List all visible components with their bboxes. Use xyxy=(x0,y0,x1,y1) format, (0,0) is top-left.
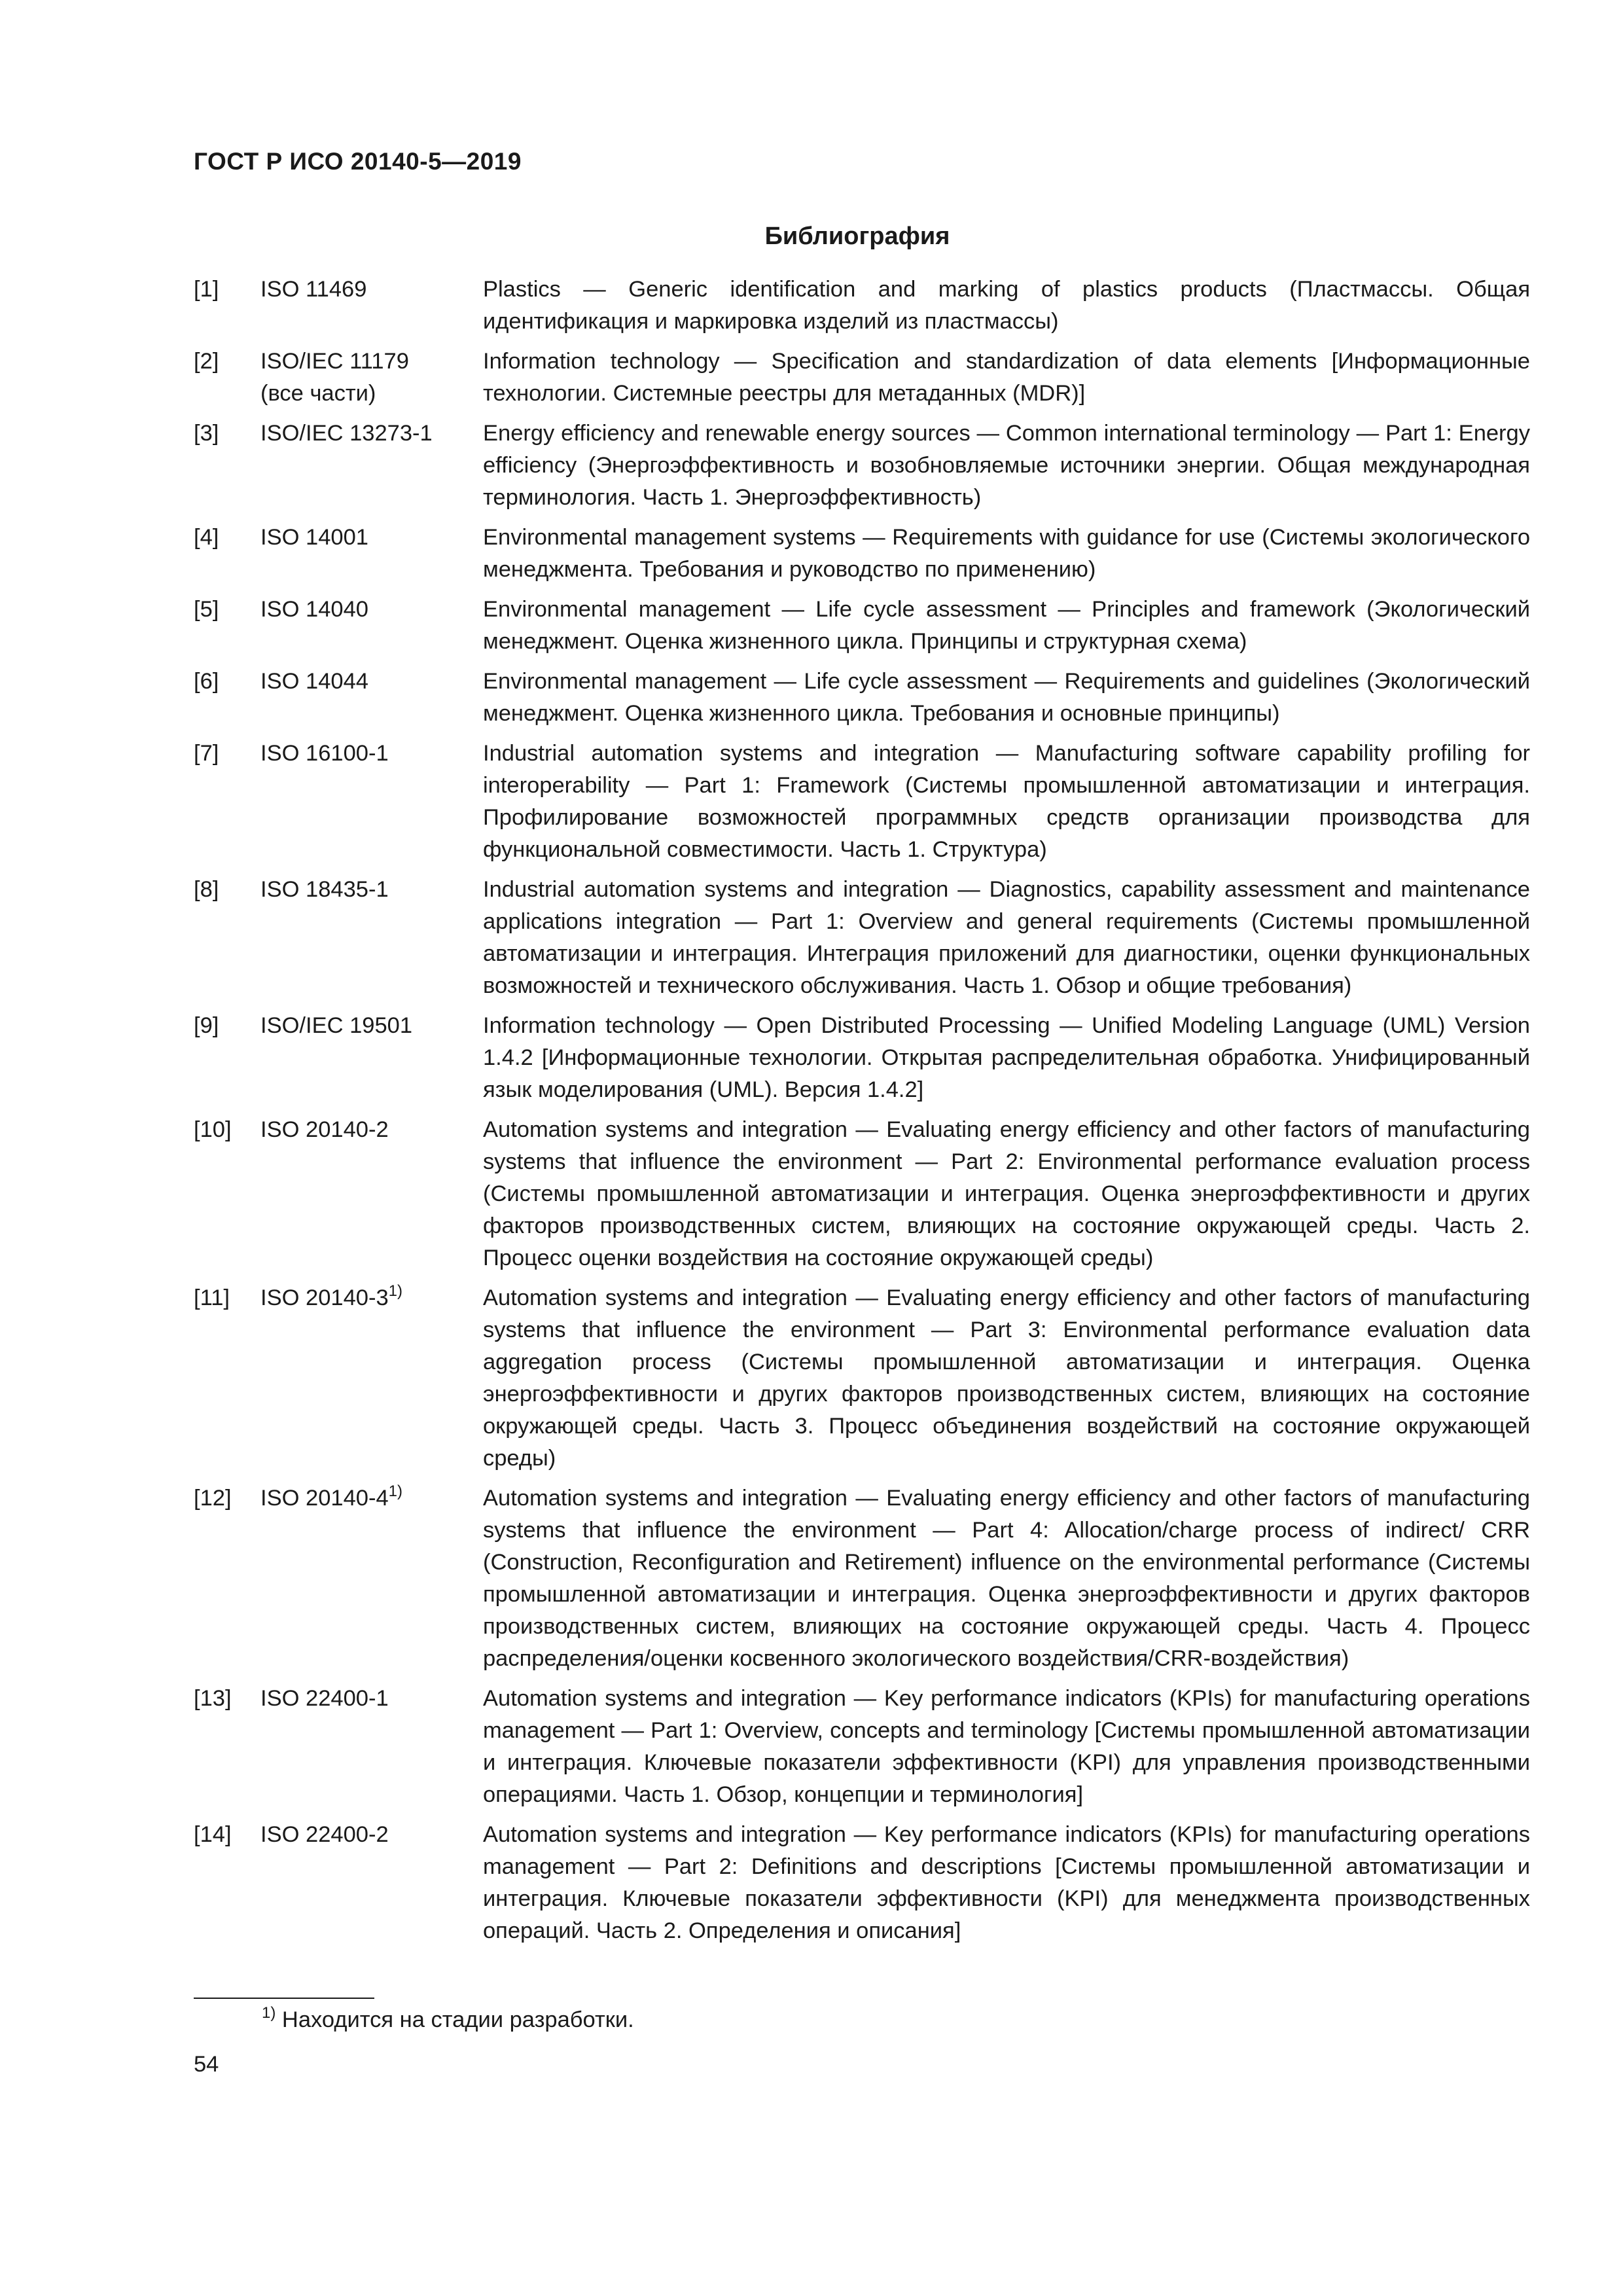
footnote-divider xyxy=(194,1998,374,1999)
entry-standard-code xyxy=(260,1010,483,1042)
bibliography-list xyxy=(194,274,1530,1955)
entry-number: [14] xyxy=(194,1822,232,1847)
entry-title: Industrial automation systems and integration — Manufacturing software capability profiling for interoperability — Part 1: Framework (Системы промышленной автоматизации и интеграция. Профилирование возможностей программных средств организации производства для функциональной совместимости. Часть 1. Структура) xyxy=(483,741,1530,862)
entry-standard-code xyxy=(260,738,483,770)
entry-standard-code xyxy=(260,274,483,306)
entry-title: Automation systems and integration — Key performance indicators (KPIs) for manufacturing operations management — Part 2: Definitions and descriptions [Системы промышленной автоматизации и интеграция. Ключевые показатели эффективности (KPI) для менеджмента производственных операций. Часть 2. Определения и описания] xyxy=(483,1822,1530,1943)
footnote-text: Находится на стадии разработки. xyxy=(276,2007,634,2032)
entry-standard-code xyxy=(260,1819,483,1851)
bibliography-entry xyxy=(194,1282,1530,1475)
entry-number: [13] xyxy=(194,1686,232,1711)
entry-code-text: ISO/IEC 13273-1 xyxy=(260,421,433,446)
bibliography-entry xyxy=(194,1482,1530,1675)
entry-number: [7] xyxy=(194,741,219,766)
entry-title: Information technology — Open Distributed Processing — Unified Modeling Language (UML) Version 1.4.2 [Информационные технологии. Открытая распределительная обработка. Унифицированный язык моделирования (UML). Версия 1.4.2] xyxy=(483,1013,1530,1102)
entry-standard-code xyxy=(260,418,483,450)
section-title: Библиография xyxy=(764,223,950,250)
entry-standard-code xyxy=(260,666,483,698)
entry-number: [4] xyxy=(194,525,219,550)
entry-number: [8] xyxy=(194,877,219,902)
entry-number: [6] xyxy=(194,669,219,694)
document-header: ГОСТ Р ИСО 20140-5—2019 xyxy=(194,148,522,175)
entry-standard-code xyxy=(260,1683,483,1715)
entry-standard-code xyxy=(260,522,483,554)
entry-number: [12] xyxy=(194,1486,232,1511)
entry-number: [9] xyxy=(194,1013,219,1038)
entry-code-text: ISO 22400-2 xyxy=(260,1822,389,1847)
entry-standard-code xyxy=(260,874,483,906)
entry-title: Automation systems and integration — Evaluating energy efficiency and other factors of manufacturing systems that influence the environment — Part 4: Allocation/charge process of indirect/ CRR (Construction, Reconfiguration and Retirement) influence on the environmental performance (Системы промышленной автоматизации и интеграция. Оценка энергоэффективности и других факторов производственных систем, влияющих на состояние окружающей среды. Часть 4. Процесс распределения/оценки косвенного экологического воздействия/CRR-воздействия) xyxy=(483,1486,1530,1671)
page-number: 54 xyxy=(194,2052,219,2077)
entry-code-text: ISO 20140-4 xyxy=(260,1486,389,1511)
entry-code-text: ISO 22400-1 xyxy=(260,1686,389,1711)
entry-code-text: ISO 14040 xyxy=(260,597,368,622)
entry-code-text: ISO/IEC 11179 (все части) xyxy=(260,349,409,406)
entry-title: Automation systems and integration — Key performance indicators (KPIs) for manufacturing operations management — Part 1: Overview, concepts and terminology [Системы промышленной автоматизации и интеграция. Ключевые показатели эффективности (KPI) для управления производственными операциями. Часть 1. Обзор, концепции и терминология] xyxy=(483,1686,1530,1807)
entry-number: [1] xyxy=(194,277,219,302)
entry-code-text: ISO 20140-3 xyxy=(260,1285,389,1310)
entry-title: Information technology — Specification and standardization of data elements [Информационные технологии. Системные реестры для метаданных (MDR)] xyxy=(483,349,1530,406)
entry-number: [10] xyxy=(194,1117,232,1142)
entry-title: Environmental management — Life cycle assessment — Principles and framework (Экологический менеджмент. Оценка жизненного цикла. Принципы и структурная схема) xyxy=(483,597,1530,654)
entry-code-text: ISO/IEC 19501 xyxy=(260,1013,413,1038)
bibliography-entry xyxy=(194,1114,1530,1274)
bibliography-entry xyxy=(194,346,1530,410)
entry-title: Automation systems and integration — Evaluating energy efficiency and other factors of manufacturing systems that influence the environment — Part 3: Environmental performance evaluation data aggregation process (Системы промышленной автоматизации и интеграция. Оценка энергоэффективности и других факторов производственных систем, влияющих на состояние окружающей среды. Часть 3. Процесс объединения воздействий на состояние окружающей среды) xyxy=(483,1285,1530,1471)
bibliography-entry xyxy=(194,594,1530,658)
bibliography-entry xyxy=(194,274,1530,338)
bibliography-entry xyxy=(194,1819,1530,1947)
entry-title: Environmental management — Life cycle assessment — Requirements and guidelines (Экологический менеджмент. Оценка жизненного цикла. Требования и основные принципы) xyxy=(483,669,1530,726)
bibliography-entry xyxy=(194,874,1530,1002)
entry-title: Environmental management systems — Requirements with guidance for use (Системы экологического менеджмента. Требования и руководство по применению) xyxy=(483,525,1530,582)
entry-code-text: ISO 14001 xyxy=(260,525,368,550)
bibliography-entry xyxy=(194,1010,1530,1106)
entry-title: Energy efficiency and renewable energy sources — Common international terminology — Part 1: Energy efficiency (Энергоэффективность и возобновляемые источники энергии. Общая международная терминология. Часть 1. Энергоэффективность) xyxy=(483,421,1530,510)
entry-standard-code xyxy=(260,594,483,626)
entry-code-text: ISO 18435-1 xyxy=(260,877,389,902)
bibliography-entry xyxy=(194,418,1530,514)
entry-code-text: ISO 16100-1 xyxy=(260,741,389,766)
entry-standard-code xyxy=(260,1482,483,1515)
footnote-marker: 1) xyxy=(388,1482,402,1500)
entry-title: Industrial automation systems and integration — Diagnostics, capability assessment and maintenance applications integration — Part 1: Overview and general requirements (Системы промышленной автоматизации и интеграция. Интеграция приложений для диагностики, оценки функциональных возможностей и технического обслуживания. Часть 1. Обзор и общие требования) xyxy=(483,877,1530,998)
entry-code-text: ISO 14044 xyxy=(260,669,368,694)
entry-number: [5] xyxy=(194,597,219,622)
entry-code-text: ISO 20140-2 xyxy=(260,1117,389,1142)
footnote-marker: 1) xyxy=(388,1282,402,1300)
bibliography-entry xyxy=(194,666,1530,730)
entry-number: [11] xyxy=(194,1285,230,1310)
entry-standard-code xyxy=(260,1282,483,1314)
entry-title: Automation systems and integration — Evaluating energy efficiency and other factors of manufacturing systems that influence the environment — Part 2: Environmental performance evaluation process (Системы промышленной автоматизации и интеграция. Оценка энергоэффективности и других факторов производственных систем, влияющих на состояние окружающей среды. Часть 2. Процесс оценки воздействия на состояние окружающей среды) xyxy=(483,1117,1530,1270)
entry-number: [2] xyxy=(194,349,219,374)
entry-number: [3] xyxy=(194,421,219,446)
entry-standard-code xyxy=(260,346,483,410)
entry-code-text: ISO 11469 xyxy=(260,277,367,302)
footnote-marker: 1) xyxy=(262,2004,276,2022)
entry-standard-code xyxy=(260,1114,483,1146)
bibliography-entry xyxy=(194,522,1530,586)
entry-title: Plastics — Generic identification and marking of plastics products (Пластмассы. Общая идентификация и маркировка изделий из пластмассы) xyxy=(483,277,1530,334)
footnote xyxy=(262,2004,634,2036)
bibliography-entry xyxy=(194,1683,1530,1811)
bibliography-entry xyxy=(194,738,1530,866)
